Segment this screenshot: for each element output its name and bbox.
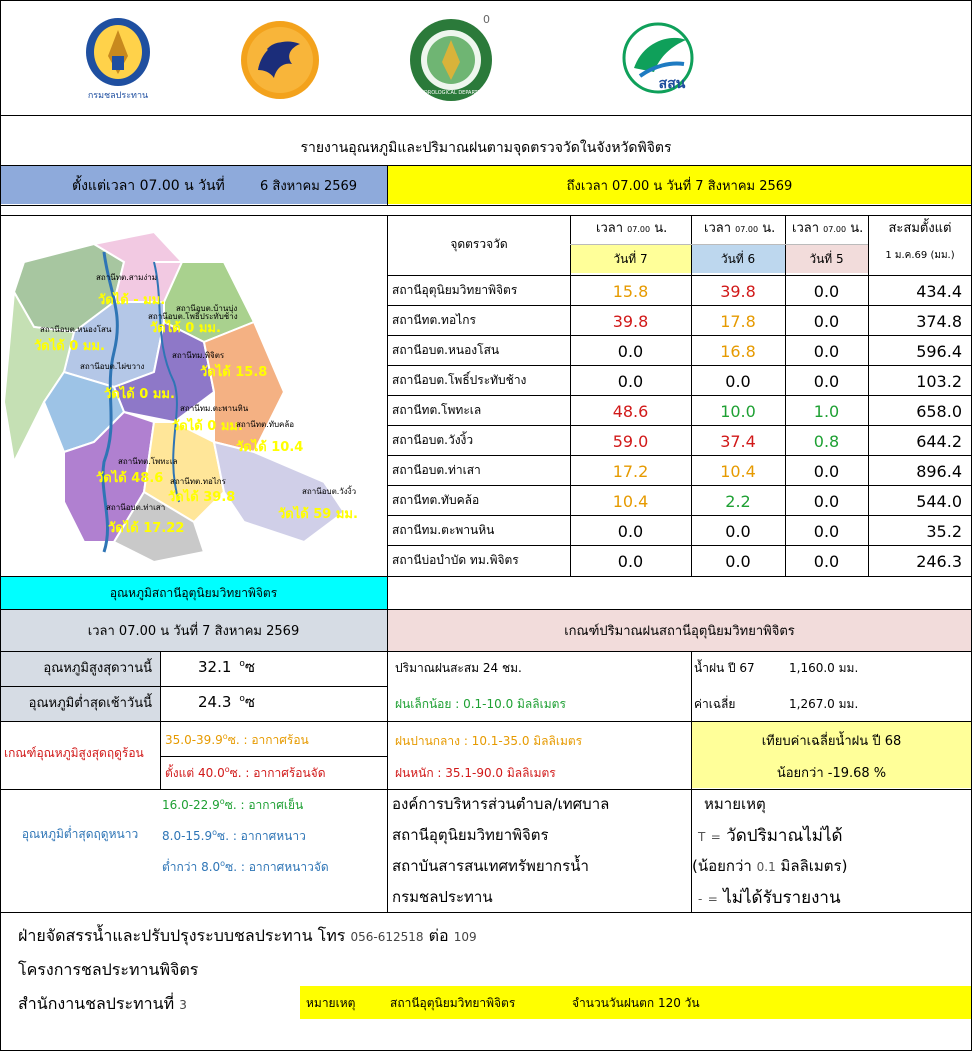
rain-value: 0.0: [617, 552, 644, 571]
rain-value: 10.4: [720, 462, 756, 481]
sasin-logo: [620, 20, 696, 96]
rain-accum24: ปริมาณฝนสะสม 24 ชม.: [395, 661, 522, 675]
meteorological-department-logo: [408, 18, 494, 102]
royal-irrigation-department-logo: [78, 16, 158, 102]
rain-value: 39.8: [720, 282, 756, 301]
rain-value: 0.8: [813, 432, 840, 451]
rain-value: 0.0: [617, 372, 644, 391]
footer-note-station: สถานีอุตุนิยมวิทยาพิจิตร: [390, 996, 516, 1010]
map-label-value: วัดได้ 0 มม.: [172, 419, 243, 434]
notes-title: หมายเหตุ: [704, 795, 766, 813]
map-label-value: วัดได้ 0 มม.: [104, 387, 175, 402]
rain-value: 17.2: [612, 462, 649, 481]
map-label-name: สถานีทต.ทับคล้อ: [236, 420, 295, 429]
map-label-name: สถานีทต.โพทะเล: [118, 457, 178, 466]
logo-text-rid: กรมชลประทาน: [87, 91, 149, 101]
cold-criteria-2: 8.0-15.9$^o$ซ. : อากาศหนาว: [162, 828, 306, 843]
footer-office: สำนักงานชลประทานที่ 3: [18, 994, 187, 1013]
accum-value: 596.4: [916, 342, 962, 361]
map-label-name: สถานีอบต.วังงิ้ว: [302, 487, 357, 496]
rain-heavy: ฝนหนัก : 35.1-90.0 มิลลิเมตร: [395, 766, 556, 780]
map-label-value: วัดได้ - มม.: [98, 293, 166, 308]
cold-criteria-3: ต่ำกว่า 8.0$^o$ซ. : อากาศหนาวจัด: [162, 859, 329, 874]
accum-value: 246.3: [916, 552, 962, 571]
period-from-date: 6 สิงหาคม 2569: [260, 179, 358, 194]
note-dash: - = ไม่ได้รับรายงาน: [698, 888, 841, 908]
max-temp-label: อุณหภูมิสูงสุดวานนี้: [43, 661, 152, 676]
rain-value: 0.0: [813, 282, 840, 301]
rain-criteria-header: เกณฑ์ปริมาณฝนสถานีอุตุนิยมวิทยาพิจิตร: [564, 624, 795, 639]
station-name: สถานีอบต.หนองโสน: [392, 343, 500, 357]
map-label-value: วัดได้ 39.8: [168, 490, 236, 505]
station-name: สถานีทต.ทับคล้อ: [392, 493, 480, 507]
year67-label: น้ำฝน ปี 67: [694, 661, 755, 675]
accum-value: 644.2: [916, 432, 962, 451]
col-time-label: เวลา 07.00 น.: [596, 221, 668, 236]
rain-moderate: ฝนปานกลาง : 10.1-35.0 มิลลิเมตร: [395, 734, 583, 748]
accum-value: 374.8: [916, 312, 962, 331]
rain-value: 0.0: [813, 342, 840, 361]
map-label-name: สถานีอบต.บ้านบุ่ง: [176, 304, 238, 313]
rain-value: 0.0: [813, 522, 840, 541]
rain-value: 17.8: [720, 312, 756, 331]
report-title: รายงานอุณหภูมิและปริมาณฝนตามจุดตรวจวัดในจังหวัดพิจิตร: [300, 140, 672, 156]
col-time-label: เวลา 07.00 น.: [704, 221, 776, 236]
map-label-name: สถานีอบต.หนองโสน: [40, 325, 112, 334]
station-name: สถานีทม.ตะพานหิน: [392, 523, 495, 537]
map-label-value: วัดได้ 15.8: [200, 365, 268, 380]
logo-text-sasin: สสน: [658, 76, 686, 92]
rain-value: 16.8: [720, 342, 756, 361]
footer-contact: ฝ่ายจัดสรรน้ำและปรับปรุงระบบชลประทาน โทร 056-612518 ต่อ 109: [18, 926, 477, 945]
station-name: สถานีอบต.โพธิ์ประทับช้าง: [392, 373, 527, 387]
accum-value: 544.0: [916, 492, 962, 511]
map-label-name: สถานีทต.สามง่าม: [96, 273, 158, 282]
station-header: จุดตรวจวัด: [450, 237, 508, 251]
min-temp-value: 24.3 $^o$ซ: [198, 693, 256, 711]
day6-header: วันที่ 6: [720, 252, 756, 266]
rain-value: 0.0: [725, 552, 751, 571]
note-t: T = วัดปริมาณไม่ได้: [698, 826, 843, 846]
map-label-value: วัดได้ 0 มม.: [34, 339, 105, 354]
map-label-name: สถานีทต.ทอไกร: [170, 477, 226, 486]
rain-value: 0.0: [813, 462, 840, 481]
station-name: สถานีบ่อบำบัด ทม.พิจิตร: [392, 553, 519, 567]
rain-value: 10.4: [612, 492, 649, 511]
col-time-label: เวลา 07.00 น.: [792, 221, 864, 236]
rain-value: 2.2: [725, 492, 751, 511]
rain-value: 39.8: [612, 312, 649, 331]
min-temp-label: อุณหภูมิต่ำสุดเช้าวันนี้: [28, 696, 152, 711]
rain-value: 0.0: [813, 312, 840, 331]
avg-value: 1,267.0 มม.: [789, 697, 859, 711]
map-label-value: วัดได้ 17.22: [108, 521, 185, 536]
map-label-name: สถานีอบต.ไผ่ขวาง: [80, 362, 145, 371]
station-name: สถานีอบต.วังงิ้ว: [392, 433, 474, 447]
rain-value: 37.4: [720, 432, 756, 451]
map-label-value: วัดได้ 10.4: [236, 440, 304, 455]
rain-value: 0.0: [617, 342, 644, 361]
period-to: ถึงเวลา 07.00 น วันที่ 7 สิงหาคม 2569: [566, 179, 793, 194]
source-1: องค์การบริหารส่วนตำบล/เทศบาล: [392, 795, 610, 813]
rain-light: ฝนเล็กน้อย : 0.1-10.0 มิลลิเมตร: [395, 697, 566, 711]
hot-criteria-label: เกณฑ์อุณหภูมิสูงสุดฤดูร้อน: [4, 746, 144, 760]
rain-value: 0.0: [617, 522, 644, 541]
rain-value: 59.0: [612, 432, 649, 451]
rain-value: 1.0: [813, 402, 840, 421]
map-label-name: สถานีอบต.โพธิ์ประทับช้าง: [148, 312, 238, 321]
day5-header: วันที่ 5: [809, 252, 844, 266]
footer-note-label: หมายเหตุ: [306, 996, 356, 1010]
max-temp-value: 32.1 $^o$ซ: [198, 658, 256, 676]
station-name: สถานีอุตุนิยมวิทยาพิจิตร: [392, 283, 518, 297]
rain-value: 0.0: [813, 372, 840, 391]
source-2: สถานีอุตุนิยมวิทยาพิจิตร: [392, 826, 549, 844]
accum-sub: 1 ม.ค.69 (มม.): [885, 250, 955, 261]
cold-criteria-label: อุณหภูมิต่ำสุดฤดูหนาว: [21, 827, 139, 841]
map-label-value: วัดได้ 48.6: [96, 471, 164, 486]
map-label-value: วัดได้ 0 มม.: [150, 321, 221, 336]
map-label-value: วัดได้ 59 มม.: [278, 507, 358, 522]
source-4: กรมชลประทาน: [392, 888, 493, 906]
map-label-name: สถานีอบต.ท่าเสา: [106, 503, 166, 512]
avg-label: ค่าเฉลี่ย: [694, 697, 736, 711]
rain-value: 15.8: [612, 282, 649, 301]
rain-value: 10.0: [720, 402, 756, 421]
rain-value: 0.0: [813, 492, 840, 511]
footer-project: โครงการชลประทานพิจิตร: [18, 960, 199, 979]
station-name: สถานีทต.ทอไกร: [392, 313, 476, 327]
accum-value: 434.4: [916, 282, 962, 301]
accum-value: 896.4: [916, 462, 962, 481]
compare-value: น้อยกว่า -19.68 %: [776, 766, 887, 781]
note-t-sub: (น้อยกว่า 0.1 มิลลิเมตร): [692, 857, 848, 875]
accum-value: 658.0: [916, 402, 962, 421]
compare-title: เทียบค่าเฉลี่ยน้ำฝน ปี 68: [761, 734, 902, 749]
period-from-prefix: ตั้งแต่เวลา 07.00 น วันที่: [72, 178, 225, 194]
rain-value: 0.0: [725, 522, 751, 541]
station-temp-time: เวลา 07.00 น วันที่ 7 สิงหาคม 2569: [87, 624, 300, 639]
station-name: สถานีทต.โพทะเล: [392, 403, 482, 417]
year67-value: 1,160.0 มม.: [789, 661, 859, 675]
accum-value: 103.2: [916, 372, 962, 391]
accum-value: 35.2: [926, 522, 962, 541]
logo-text-tmd: METEOROLOGICAL DEPARTMENT: [410, 90, 492, 96]
cold-criteria-1: 16.0-22.9$^o$ซ. : อากาศเย็น: [162, 797, 304, 812]
accum-header: สะสมตั้งแต่: [888, 221, 952, 236]
map-label-name: สถานีทม.พิจิตร: [172, 351, 225, 360]
province-seal-logo: [240, 20, 320, 100]
source-3: สถาบันสารสนเทศทรัพยากรน้ำ: [392, 857, 589, 875]
hot-criteria-1: 35.0-39.9$^o$ซ. : อากาศร้อน: [165, 732, 309, 747]
corner-mark: 0: [483, 13, 490, 26]
rain-value: 0.0: [813, 552, 840, 571]
station-temp-header: อุณหภูมิสถานีอุตุนิยมวิทยาพิจิตร: [109, 586, 278, 600]
footer-rain-days: จำนวนวันฝนตก 120 วัน: [572, 996, 700, 1010]
rain-value: 0.0: [725, 372, 751, 391]
rain-value: 48.6: [612, 402, 649, 421]
station-name: สถานีอบต.ท่าเสา: [392, 463, 481, 477]
hot-criteria-2: ตั้งแต่ 40.0$^o$ซ. : อากาศร้อนจัด: [165, 765, 326, 780]
map-label-name: สถานีทม.ตะพานหิน: [180, 404, 249, 413]
day7-header: วันที่ 7: [613, 252, 648, 266]
